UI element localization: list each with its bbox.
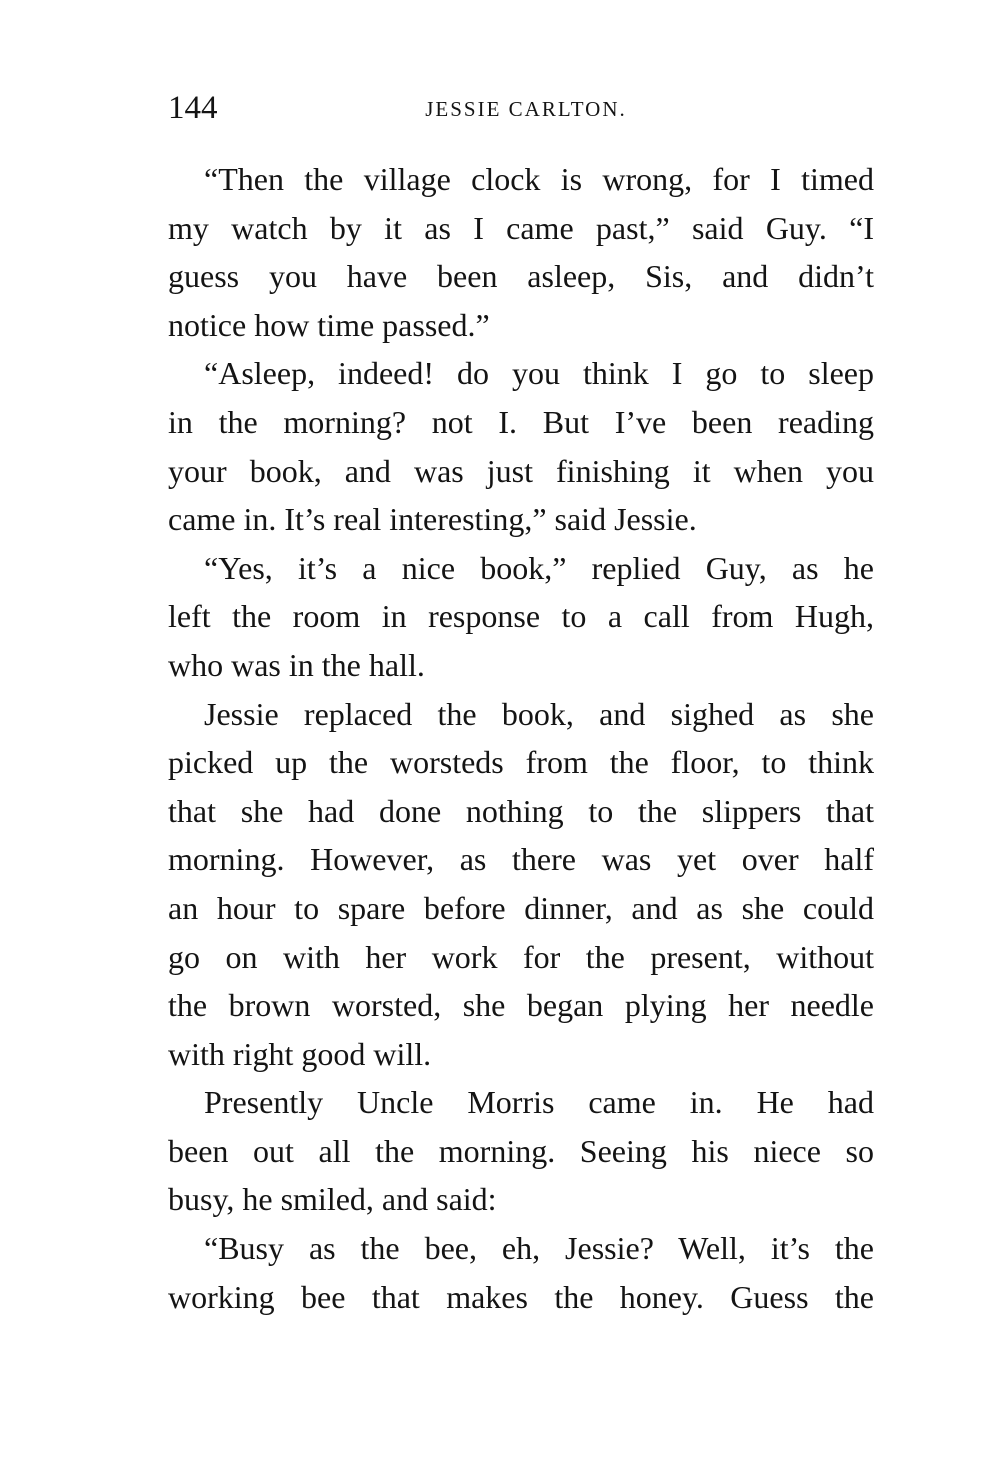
text-line: in the morning? not I. But I’ve been reading	[168, 403, 874, 440]
text-line: my watch by it as I came past,” said Guy. “I	[168, 209, 874, 246]
text-line: came in. It’s real interesting,” said Jessie.	[168, 501, 697, 538]
text-line: Jessie replaced the book, and sighed as she	[204, 695, 874, 732]
text-line: “Asleep, indeed! do you think I go to sleep	[204, 355, 874, 392]
text-line: Presently Uncle Morris came in. He had	[204, 1084, 874, 1121]
running-title: JESSIE CARLTON.	[425, 97, 627, 121]
running-head	[168, 86, 874, 130]
text-line: “Busy as the bee, eh, Jessie? Well, it’s the	[204, 1230, 874, 1267]
page-number: 144	[168, 90, 218, 126]
text-line: an hour to spare before dinner, and as she could	[168, 889, 874, 926]
text-line: your book, and was just finishing it when you	[168, 452, 874, 489]
text-line: working bee that makes the honey. Guess the	[168, 1278, 874, 1315]
text-line: who was in the hall.	[168, 646, 425, 683]
text-line: “Then the village clock is wrong, for I timed	[204, 161, 874, 197]
text-line: busy, he smiled, and said:	[168, 1181, 497, 1218]
text-line: picked up the worsteds from the floor, to think	[168, 744, 874, 781]
text-line: morning. However, as there was yet over half	[168, 841, 874, 878]
text-line: the brown worsted, she began plying her needle	[168, 987, 874, 1024]
text-line: left the room in response to a call from Hugh,	[168, 598, 874, 635]
text-line: that she had done nothing to the slippers that	[168, 792, 874, 829]
text-line: with right good will.	[168, 1035, 432, 1072]
text-line: guess you have been asleep, Sis, and didn’t	[168, 258, 874, 295]
body-text	[168, 155, 874, 1321]
text-line: go on with her work for the present, without	[168, 938, 874, 975]
text-line: “Yes, it’s a nice book,” replied Guy, as he	[204, 549, 874, 586]
text-line: been out all the morning. Seeing his niece so	[168, 1132, 874, 1169]
text-line: notice how time passed.”	[168, 306, 490, 343]
